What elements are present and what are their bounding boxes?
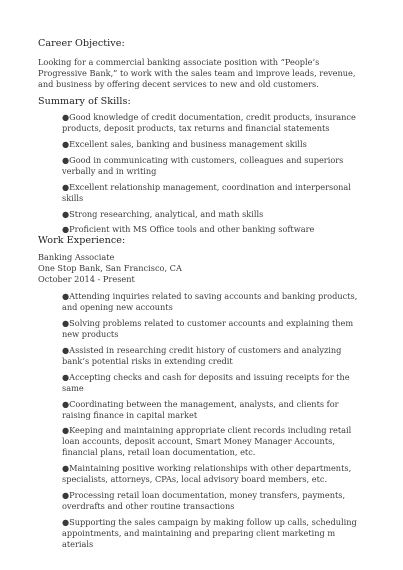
list-item-text: Maintaining positive working relationships with other departments, specialists, attorneys, CPAs, local advisory board members, etc.: [62, 463, 352, 485]
bullet-icon: ●: [62, 317, 70, 328]
list-item-text: Strong researching, analytical, and math skills: [69, 208, 264, 219]
list-item: [62, 517, 362, 550]
bullet-icon: ●: [62, 425, 70, 436]
bullet-icon: ●: [62, 490, 70, 501]
list-item: [62, 155, 362, 177]
work-experience-heading: Work Experience:: [38, 235, 126, 246]
list-item: [62, 209, 362, 220]
list-item: [62, 425, 362, 458]
list-item-text: Proficient with MS Office tools and other banking software: [69, 224, 315, 235]
job-title: Banking Associate: [38, 252, 115, 262]
list-item: [62, 463, 362, 485]
list-item: [62, 182, 362, 204]
experience-list: [62, 291, 362, 555]
list-item-text: Excellent sales, banking and business management skills: [69, 138, 307, 149]
list-item-text: Keeping and maintaining appropriate client records including retail loan accounts, deposit account, Smart Money Manager Accounts, financial plans, retail loan documentation, etc.: [62, 425, 352, 458]
bullet-icon: ●: [62, 154, 70, 165]
list-item-text: Assisted in researching credit history of customers and analyzing bank’s potential risks in extending credit: [62, 344, 342, 366]
list-item: [62, 318, 362, 340]
skills-list: [62, 112, 362, 240]
list-item: [62, 139, 362, 150]
list-item-text: Solving problems related to customer accounts and explaining them new products: [62, 317, 354, 339]
bullet-icon: ●: [62, 181, 70, 192]
bullet-icon: ●: [62, 291, 70, 301]
list-item-text: Good knowledge of credit documentation, credit products, insurance products, deposit products, tax returns and financial statements: [62, 112, 356, 133]
job-company: One Stop Bank, San Francisco, CA: [38, 263, 182, 273]
skills-heading: Summary of Skills:: [38, 96, 131, 107]
bullet-icon: ●: [62, 371, 70, 382]
list-item-text: Supporting the sales campaign by making follow up calls, scheduling appointments, and maintaining and preparing client marketing m aterials: [62, 517, 357, 550]
list-item-text: Accepting checks and cash for deposits and issuing receipts for the same: [62, 371, 350, 393]
list-item: [62, 112, 362, 134]
bullet-icon: ●: [62, 112, 70, 122]
bullet-icon: ●: [62, 398, 70, 409]
bullet-icon: ●: [62, 517, 70, 528]
bullet-icon: ●: [62, 208, 70, 219]
list-item-text: Excellent relationship management, coordination and interpersonal skills: [62, 181, 351, 203]
list-item: [62, 224, 362, 235]
bullet-icon: ●: [62, 463, 70, 474]
job-dates: October 2014 - Present: [38, 274, 135, 284]
list-item-text: Attending inquiries related to saving accounts and banking products, and opening new accounts: [62, 291, 358, 312]
bullet-icon: ●: [62, 344, 70, 355]
bullet-icon: ●: [62, 138, 70, 149]
list-item: [62, 399, 362, 421]
bullet-icon: ●: [62, 224, 70, 235]
list-item: [62, 372, 362, 394]
career-objective-text: Looking for a commercial banking associate position with “People’s Progressive Bank,” to work with the sales team and improve leads, revenue, and business by offering decent services to new and old customers.: [38, 57, 356, 89]
list-item-text: Coordinating between the management, analysts, and clients for raising finance in capital market: [62, 398, 339, 420]
list-item: [62, 490, 362, 512]
list-item: [62, 291, 362, 313]
list-item-text: Processing retail loan documentation, money transfers, payments, overdrafts and other routine transactions: [62, 490, 346, 512]
list-item: [62, 345, 362, 367]
list-item-text: Good in communicating with customers, colleagues and superiors verbally and in writing: [62, 154, 344, 176]
career-objective-heading: Career Objective:: [38, 38, 125, 49]
